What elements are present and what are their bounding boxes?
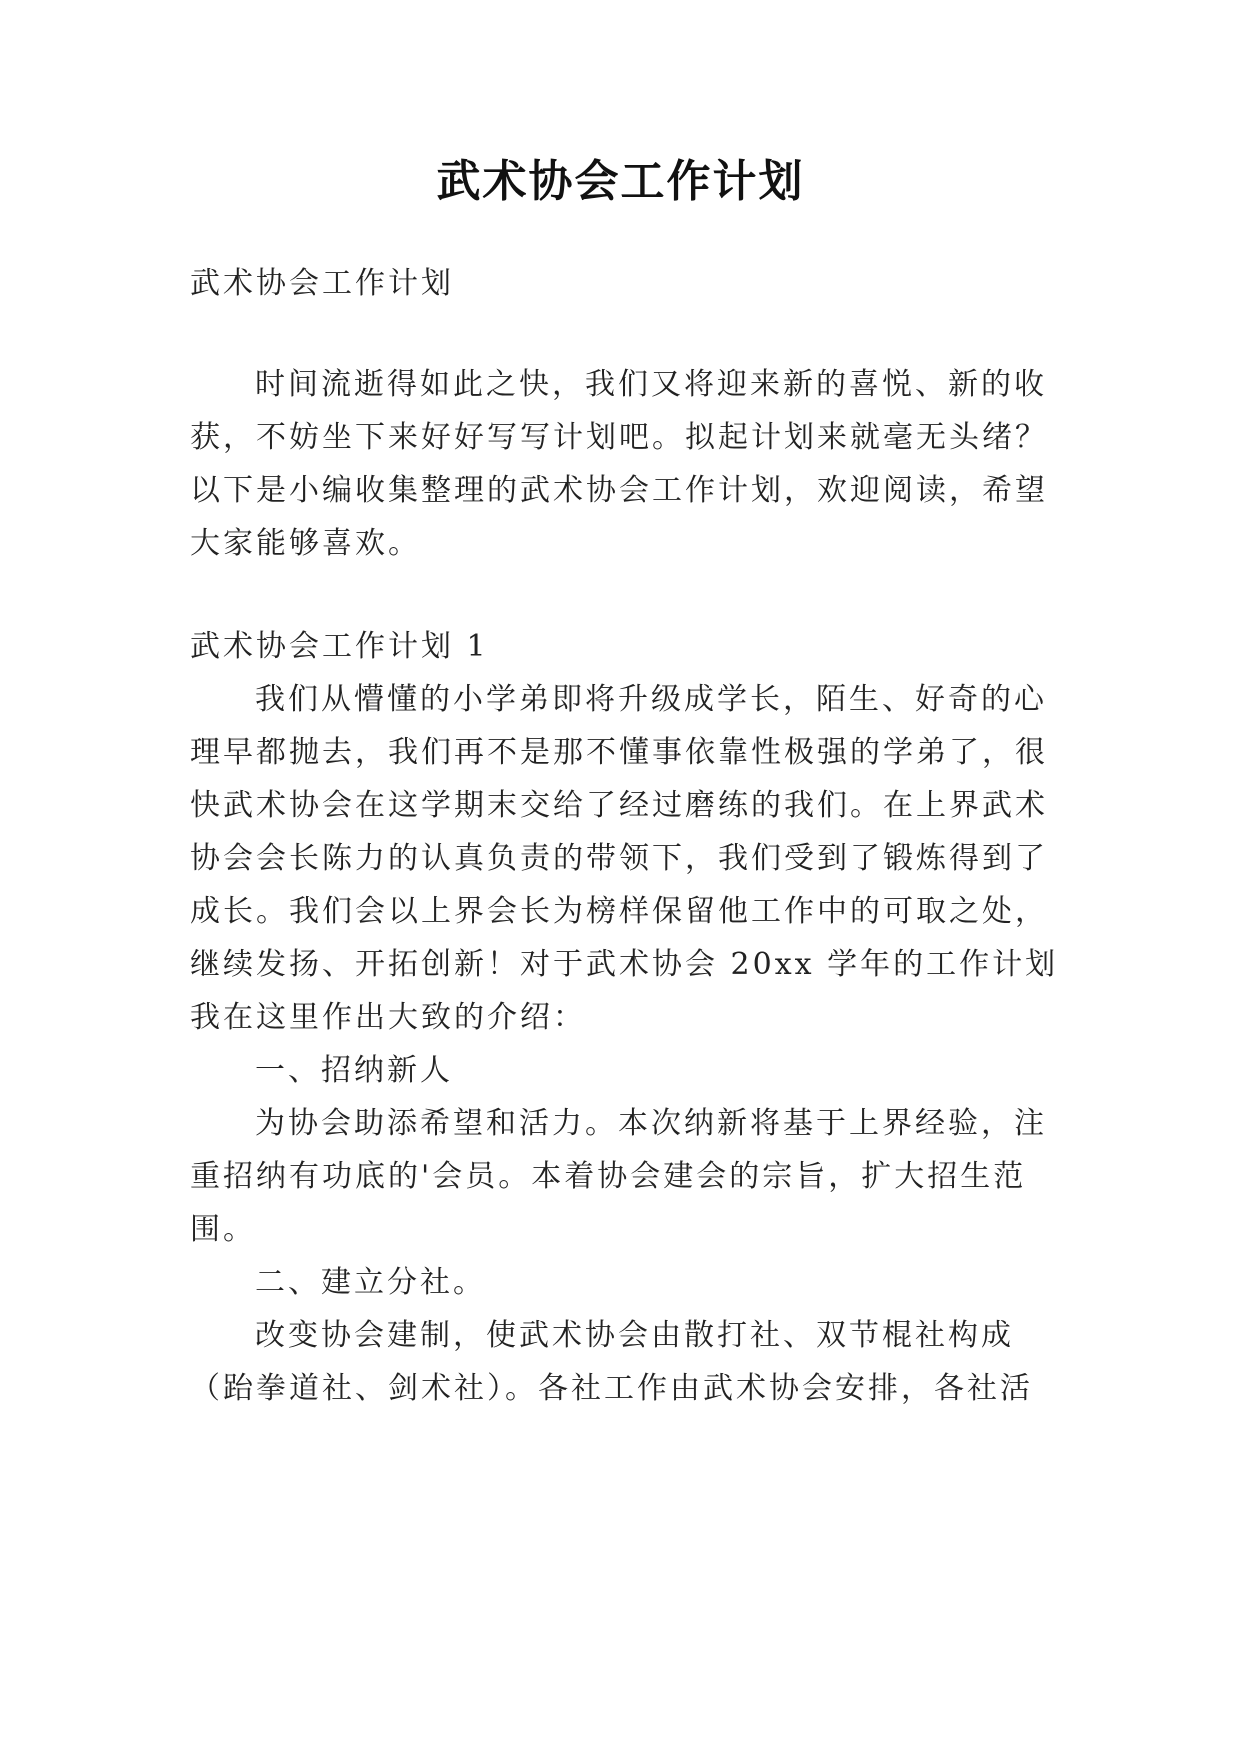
item-line: 为协会助添希望和活力。本次纳新将基于上界经验，注	[255, 1106, 1047, 1141]
item-line: （跆拳道社、剑术社）。各社工作由武术协会安排，各社活	[190, 1371, 1033, 1406]
document-title: 武术协会工作计划	[436, 156, 805, 207]
item-line: 围。	[190, 1212, 256, 1247]
section-line: 理早都抛去，我们再不是那不懂事依靠性极强的学弟了，很	[190, 735, 1048, 770]
intro-line: 获，不妨坐下来好好写写计划吧。拟起计划来就毫无头绪？	[190, 420, 1048, 455]
item-heading: 一、招纳新人	[255, 1053, 453, 1088]
section-line: 快武术协会在这学期末交给了经过磨练的我们。在上界武术	[190, 788, 1048, 823]
section-line: 我们从懵懂的小学弟即将升级成学长，陌生、好奇的心	[255, 682, 1047, 717]
section-line: 协会会长陈力的认真负责的带领下，我们受到了锻炼得到了	[190, 841, 1048, 876]
section-title: 武术协会工作计划 1	[190, 629, 489, 664]
intro-line: 以下是小编收集整理的武术协会工作计划，欢迎阅读，希望	[190, 473, 1048, 508]
item-line: 重招纳有功底的'会员。本着协会建会的宗旨，扩大招生范	[190, 1159, 1027, 1194]
intro-line: 时间流逝得如此之快，我们又将迎来新的喜悦、新的收	[255, 367, 1047, 402]
section-line: 成长。我们会以上界会长为榜样保留他工作中的可取之处，	[190, 894, 1048, 929]
document-subtitle: 武术协会工作计划	[190, 266, 454, 301]
item-heading: 二、建立分社。	[255, 1265, 486, 1300]
section-line: 我在这里作出大致的介绍：	[190, 1000, 586, 1035]
section-line: 继续发扬、开拓创新！对于武术协会 20xx 学年的工作计划	[190, 947, 1059, 982]
item-line: 改变协会建制，使武术协会由散打社、双节棍社构成	[255, 1318, 1014, 1353]
intro-line: 大家能够喜欢。	[190, 526, 421, 561]
